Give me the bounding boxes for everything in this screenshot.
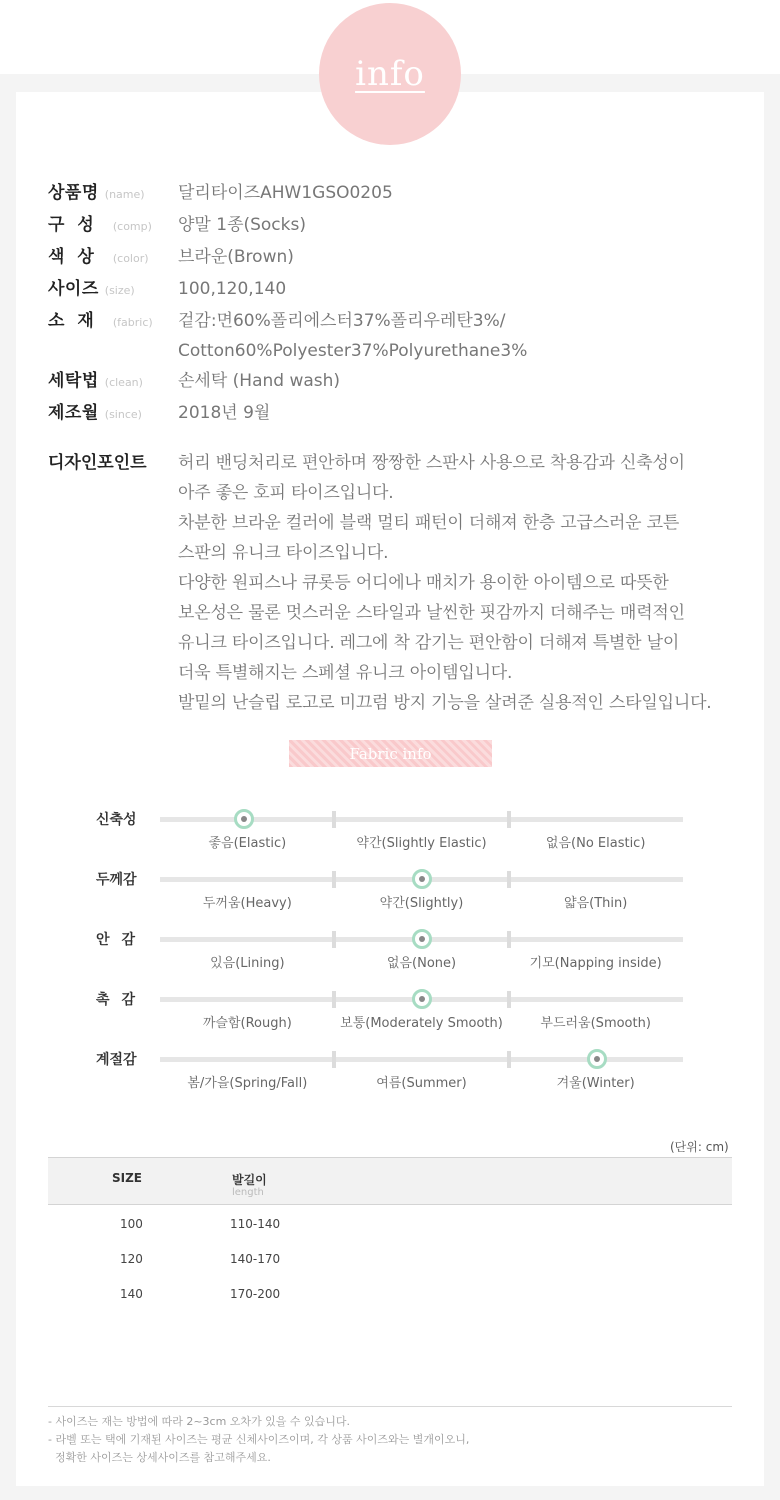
fabric-scale-row bbox=[0, 932, 780, 987]
fabric-scale-option: 봄/가을(Spring/Fall) bbox=[187, 1076, 308, 1091]
fabric-scale-option: 기모(Napping inside) bbox=[529, 956, 662, 971]
table-row bbox=[48, 1240, 732, 1275]
fabric-scale-option: 있음(Lining) bbox=[210, 956, 285, 971]
info-value: 2018년 9월 bbox=[178, 403, 271, 423]
size-col-header: SIZE bbox=[112, 1171, 143, 1185]
size-cell: 120 bbox=[120, 1252, 143, 1266]
design-line: 스판의 유니크 타이즈입니다. bbox=[178, 543, 389, 563]
fabric-scale-option: 까슬함(Rough) bbox=[202, 1016, 292, 1031]
info-label: 구성 bbox=[48, 215, 107, 235]
fabric-scale-row bbox=[0, 1052, 780, 1107]
fabric-scale-option: 없음(No Elastic) bbox=[545, 836, 646, 851]
info-value: 양말 1종(Socks) bbox=[178, 215, 306, 235]
size-table bbox=[48, 1157, 732, 1310]
info-label: 사이즈 bbox=[48, 279, 99, 299]
design-line: 차분한 브라운 컬러에 블랙 멀티 패턴이 더해져 한층 고급스러운 코튼 bbox=[178, 513, 680, 533]
info-row-comp bbox=[48, 210, 768, 242]
fabric-scale-tick bbox=[332, 871, 336, 888]
fabric-scale-option: 없음(None) bbox=[386, 956, 457, 971]
fabric-scale-tick bbox=[507, 871, 511, 888]
info-value: 100,120,140 bbox=[178, 279, 287, 299]
info-row-since bbox=[48, 398, 768, 430]
fabric-scale-tick bbox=[507, 931, 511, 948]
size-cell: 100 bbox=[120, 1217, 143, 1231]
fabric-scale-tick bbox=[332, 931, 336, 948]
design-line: 보온성은 물론 멋스러운 스타일과 날씬한 핏감까지 더해주는 매력적인 bbox=[178, 603, 685, 623]
info-label-en: (since) bbox=[104, 408, 142, 421]
fabric-scale-option: 두꺼움(Heavy) bbox=[202, 896, 292, 911]
fabric-scale-marker bbox=[412, 989, 432, 1009]
table-row bbox=[48, 1275, 732, 1310]
design-point-text bbox=[178, 448, 712, 718]
note-line: - 라벨 또는 택에 기재된 사이즈는 평균 신체사이즈이며, 각 상품 사이즈와는 별개이오니, bbox=[48, 1433, 470, 1446]
info-value: 달리타이즈AHW1GSO0205 bbox=[178, 183, 393, 203]
fabric-scale-track bbox=[160, 1057, 683, 1062]
table-row bbox=[48, 1205, 732, 1240]
length-col-header: 발길이 bbox=[232, 1173, 267, 1187]
length-cell: 110-140 bbox=[230, 1217, 281, 1231]
size-cell: 140 bbox=[120, 1287, 143, 1301]
fabric-scale-row bbox=[0, 992, 780, 1047]
fabric-scale-row bbox=[0, 812, 780, 867]
info-value: 손세탁 (Hand wash) bbox=[178, 371, 341, 391]
info-badge bbox=[319, 3, 461, 145]
info-value: 겉감:면60%폴리에스터37%폴리우레탄3%/ bbox=[178, 311, 506, 331]
design-line: 허리 밴딩처리로 편안하며 짱짱한 스판사 사용으로 착용감과 신축성이 bbox=[178, 453, 685, 473]
fabric-scale-label: 두께감 bbox=[96, 872, 137, 888]
info-row-fabric bbox=[48, 306, 768, 366]
fabric-scale-marker bbox=[412, 929, 432, 949]
design-line: 유니크 타이즈입니다. 레그에 착 감기는 편안함이 더해져 특별한 날이 bbox=[178, 633, 680, 653]
info-row-clean bbox=[48, 366, 768, 398]
fabric-scale-label: 촉감 bbox=[96, 992, 148, 1008]
info-label-en: (size) bbox=[104, 284, 135, 297]
fabric-scale-marker bbox=[412, 869, 432, 889]
info-row-name bbox=[48, 178, 768, 210]
info-label: 상품명 bbox=[48, 183, 99, 203]
design-point-section bbox=[48, 448, 768, 718]
design-line: 발밑의 난슬립 로고로 미끄럼 방지 기능을 살려준 실용적인 스타일입니다. bbox=[178, 693, 712, 713]
fabric-scale-track bbox=[160, 817, 683, 822]
fabric-scale-option: 겨울(Winter) bbox=[556, 1076, 635, 1091]
fabric-scale-label: 신축성 bbox=[96, 812, 137, 828]
fabric-scale-row bbox=[0, 872, 780, 927]
design-line: 더욱 특별해지는 스페셜 유니크 아이템입니다. bbox=[178, 663, 513, 683]
fabric-scale-option: 좋음(Elastic) bbox=[208, 836, 287, 851]
length-cell: 140-170 bbox=[230, 1252, 281, 1266]
size-notes bbox=[48, 1406, 732, 1467]
fabric-scale-tick bbox=[507, 991, 511, 1008]
fabric-scale-option: 얇음(Thin) bbox=[564, 896, 628, 911]
info-value: 브라운(Brown) bbox=[178, 247, 294, 267]
info-badge-label: info bbox=[355, 54, 425, 94]
info-row-size bbox=[48, 274, 768, 306]
info-label: 제조월 bbox=[48, 403, 99, 423]
length-cell: 170-200 bbox=[230, 1287, 281, 1301]
info-label-en: (clean) bbox=[104, 376, 143, 389]
note-line: - 사이즈는 재는 방법에 따라 2~3cm 오차가 있을 수 있습니다. bbox=[48, 1415, 351, 1428]
fabric-scale-option: 약간(Slightly) bbox=[379, 896, 464, 911]
fabric-scale-label: 안감 bbox=[96, 932, 148, 948]
fabric-info-title-text: Fabric info bbox=[349, 744, 432, 763]
fabric-scale-tick bbox=[507, 1051, 511, 1068]
fabric-scale-tick bbox=[332, 1051, 336, 1068]
fabric-scale-marker bbox=[587, 1049, 607, 1069]
fabric-scale-track bbox=[160, 877, 683, 882]
product-info-list bbox=[48, 178, 768, 430]
info-label-en: (color) bbox=[112, 252, 149, 265]
note-line: 정확한 사이즈는 상세사이즈를 참고해주세요. bbox=[48, 1451, 271, 1464]
info-label: 소재 bbox=[48, 311, 107, 331]
fabric-scale-tick bbox=[507, 811, 511, 828]
info-label-en: (comp) bbox=[112, 220, 152, 233]
info-row-color bbox=[48, 242, 768, 274]
fabric-scale-option: 여름(Summer) bbox=[376, 1076, 467, 1091]
fabric-scale-track bbox=[160, 937, 683, 942]
info-label: 세탁법 bbox=[48, 371, 99, 391]
fabric-scale-option: 보통(Moderately Smooth) bbox=[340, 1016, 503, 1031]
fabric-scale-track bbox=[160, 997, 683, 1002]
design-line: 다양한 원피스나 큐롯등 어디에나 매치가 용이한 아이템으로 따뜻한 bbox=[178, 573, 669, 593]
info-label-en: (fabric) bbox=[112, 316, 153, 329]
design-line: 아주 좋은 호피 타이즈입니다. bbox=[178, 483, 394, 503]
fabric-scale-option: 부드러움(Smooth) bbox=[540, 1016, 651, 1031]
length-col-sub: length bbox=[232, 1187, 264, 1198]
design-point-label: 디자인포인트 bbox=[48, 453, 147, 473]
fabric-scale-marker bbox=[234, 809, 254, 829]
fabric-scale-option: 약간(Slightly Elastic) bbox=[356, 836, 487, 851]
fabric-scale-label: 계절감 bbox=[96, 1052, 137, 1068]
fabric-scale-tick bbox=[332, 991, 336, 1008]
size-unit: (단위: cm) bbox=[670, 1140, 729, 1154]
info-value-line2: Cotton60%Polyester37%Polyurethane3% bbox=[178, 341, 528, 361]
fabric-scale-tick bbox=[332, 811, 336, 828]
fabric-info-title bbox=[289, 740, 492, 767]
info-label-en: (name) bbox=[104, 188, 145, 201]
size-table-header bbox=[48, 1157, 732, 1205]
info-label: 색상 bbox=[48, 247, 107, 267]
